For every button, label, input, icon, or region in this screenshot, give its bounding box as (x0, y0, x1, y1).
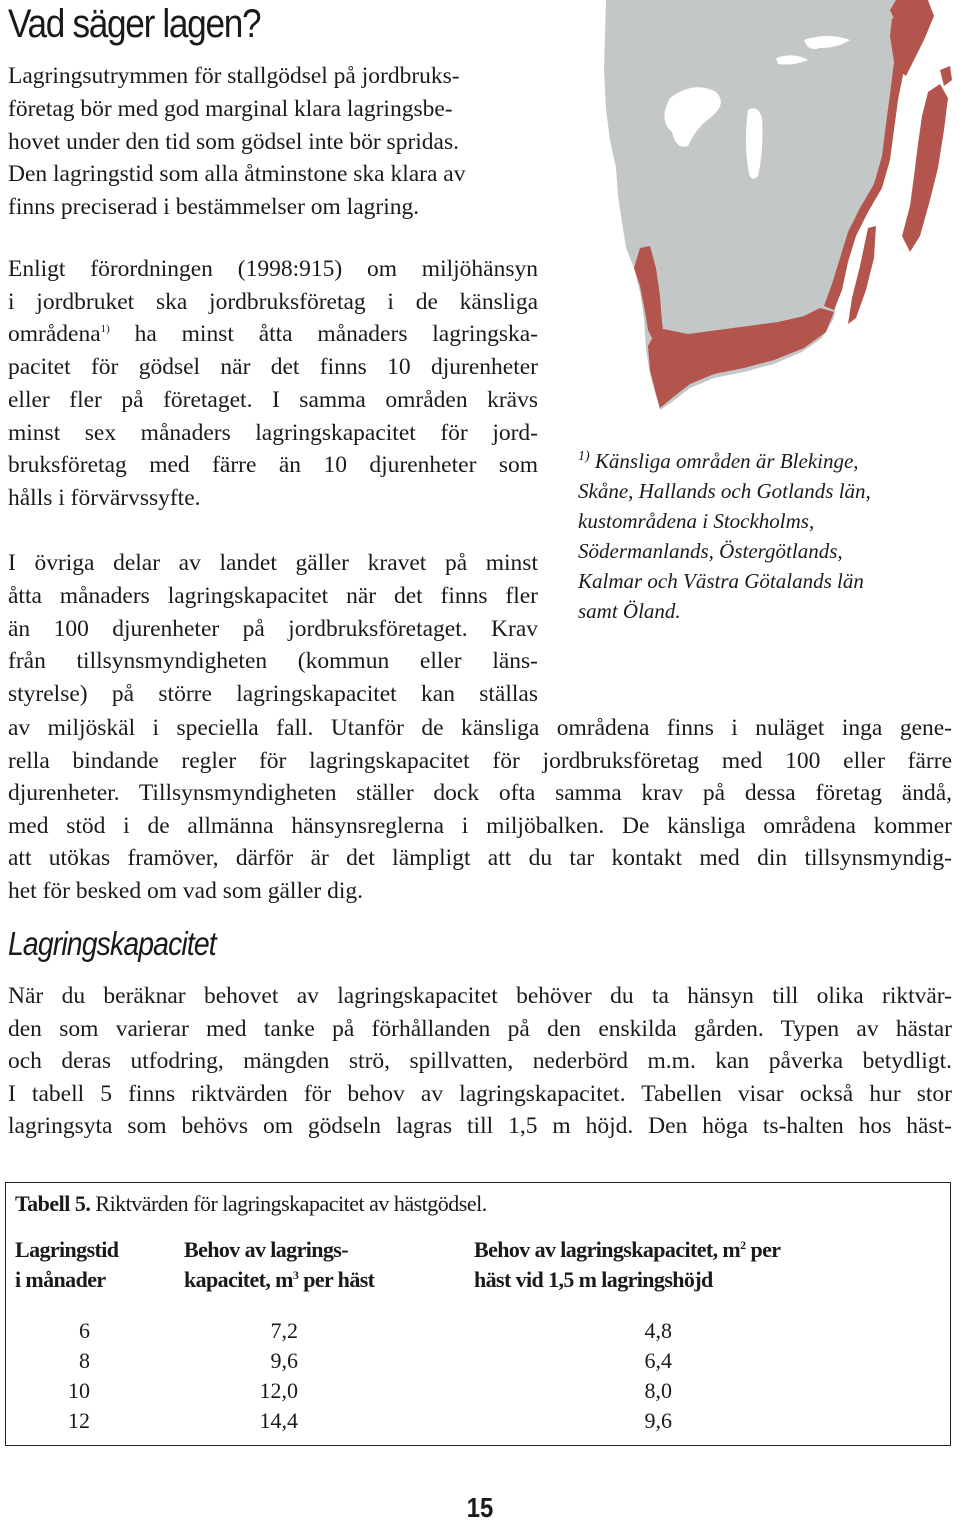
header-fragment: per (745, 1237, 781, 1262)
header-fragment: per häst (298, 1267, 375, 1292)
text-line: från tillsynsmyndigheten (kommun eller läns- (8, 648, 538, 675)
text-line: med stöd i de allmänna hänsynsreglerna i miljöbalken. De känsliga områdena kommer (8, 812, 952, 839)
table-row (6, 1318, 950, 1348)
header-line: i månader (15, 1267, 106, 1292)
text-line: bruksföretag med färre än 10 djurenheter som (8, 452, 538, 479)
text-line: minst sex månaders lagringskapacitet för jord- (8, 419, 538, 446)
cell-volume: 14,4 (259, 1408, 298, 1433)
text-fragment: ha minst åtta månaders lagringska- (109, 321, 538, 348)
text-line: kustområdena i Stockholms, (578, 509, 815, 533)
text-line: att utökas framöver, därför är det lämpligt att du tar kontakt med din tillsynsmyndig- (8, 845, 952, 872)
text-line: än 100 djurenheter på jordbruksföretaget. Krav (8, 615, 538, 642)
table-caption-text: Riktvärden för lagringskapacitet av hästgödsel. (90, 1191, 487, 1216)
text-line: den som varierar med tanke på förhållanden på den enskilda gården. Typen av hästar (8, 1015, 952, 1042)
header-line: häst vid 1,5 m lagringshöjd (474, 1267, 713, 1292)
text-line: het för besked om vad som gäller dig. (8, 877, 364, 904)
cell-area: 8,0 (644, 1378, 672, 1403)
text-line: djurenheter. Tillsynsmyndigheten ställer dock ofta samma krav på dessa företag ändå, (8, 780, 952, 807)
cell-area: 4,8 (644, 1318, 672, 1343)
text-line: Södermanlands, Östergötlands, (578, 539, 843, 563)
text-line: åtta månaders lagringskapacitet när det finns fler (8, 583, 538, 610)
text-fragment: områdena (8, 321, 101, 348)
text-line: hovet under den tid som gödsel inte bör spridas. (8, 128, 459, 155)
text-line: Lagringsutrymmen för stallgödsel på jordbruks- (8, 63, 460, 89)
table-caption (15, 1191, 487, 1217)
page-heading: Vad säger lagen? (8, 2, 261, 46)
storage-capacity-paragraph (8, 980, 952, 1143)
cell-volume: 12,0 (259, 1378, 298, 1403)
text-line: av miljöskäl i speciella fall. Utanför de känsliga områdena finns i nuläget inga gene- (8, 715, 952, 741)
section-heading: Lagringskapacitet (8, 925, 216, 962)
text-line: När du beräknar behovet av lagringskapacitet behöver du ta hänsyn till olika riktvär- (8, 983, 952, 1009)
header-fragment: Behov av lagringskapacitet, m (474, 1237, 741, 1262)
page-number: 15 (466, 1492, 494, 1523)
intro-paragraph (8, 60, 548, 224)
cell-area: 9,6 (644, 1408, 672, 1433)
cell-volume: 7,2 (270, 1318, 298, 1343)
unit-exponent: 3 (292, 1268, 299, 1282)
text-line: Den lagringstid som alla åtminstone ska klara av (8, 161, 466, 188)
text-line (8, 318, 538, 351)
header-line (474, 1235, 780, 1265)
footnote-marker: 1) (578, 449, 590, 464)
cell-area: 6,4 (644, 1348, 672, 1373)
table-row (6, 1348, 950, 1378)
column-header-area (474, 1235, 780, 1295)
cell-months: 10 (68, 1378, 90, 1403)
text-fragment: Känsliga områden är Blekinge, (594, 449, 859, 473)
header-fragment: kapacitet, m (184, 1267, 293, 1292)
column-header-volume (184, 1235, 374, 1295)
text-line: finns preciserad i bestämmelser om lagring. (8, 194, 420, 221)
header-line: Lagringstid (15, 1237, 119, 1262)
table-5 (5, 1182, 951, 1446)
regulation-paragraph (8, 253, 538, 711)
cell-volume: 9,6 (270, 1348, 298, 1373)
text-line: styrelse) på större lagringskapacitet kan ställas (8, 681, 538, 708)
text-line: I övriga delar av landet gäller kravet på minst (8, 550, 538, 577)
table-label: Tabell 5. (15, 1191, 91, 1216)
footnote-marker: 1) (100, 323, 110, 336)
sweden-sensitive-areas-map (598, 0, 960, 415)
text-line (578, 446, 958, 476)
text-line: samt Öland. (578, 599, 681, 623)
map-footnote (578, 446, 958, 626)
text-line: lagringsyta som behövs om gödseln lagras till 1,5 m höjd. Den höga ts-halten hos häst- (8, 1113, 952, 1140)
text-line: företag bör med god marginal klara lagringsbe- (8, 95, 453, 122)
cell-months: 8 (79, 1348, 90, 1373)
text-line: rella bindande regler för lagringskapacitet för jordbruksföretag med 100 eller färre (8, 747, 952, 774)
text-line: Kalmar och Västra Götalands län (578, 569, 864, 593)
text-line: i jordbruket ska jordbruksföretag i de känsliga (8, 288, 538, 315)
text-line: och deras utfodring, mängden strö, spillvatten, nederbörd m.m. kan påverka betydligt. (8, 1048, 952, 1075)
table-body (6, 1318, 950, 1438)
cell-months: 6 (79, 1318, 90, 1343)
text-line: I tabell 5 finns riktvärden för behov av lagringskapacitet. Tabellen visar också hur stor (8, 1080, 952, 1107)
header-line: Behov av lagrings- (184, 1237, 348, 1262)
cell-months: 12 (68, 1408, 90, 1433)
unit-exponent: 2 (740, 1238, 746, 1252)
text-line: pacitet för gödsel när det finns 10 djurenheter (8, 354, 538, 381)
header-line (184, 1265, 374, 1295)
other-regions-paragraph (8, 712, 952, 908)
text-line: Enligt förordningen (1998:915) om miljöhänsyn (8, 256, 538, 282)
column-header-months (15, 1235, 118, 1295)
text-line: Skåne, Hallands och Gotlands län, (578, 479, 871, 503)
text-line: eller fler på företaget. I samma områden krävs (8, 386, 538, 413)
table-row (6, 1378, 950, 1408)
table-row (6, 1408, 950, 1438)
text-line: hålls i förvärvssyfte. (8, 484, 201, 511)
